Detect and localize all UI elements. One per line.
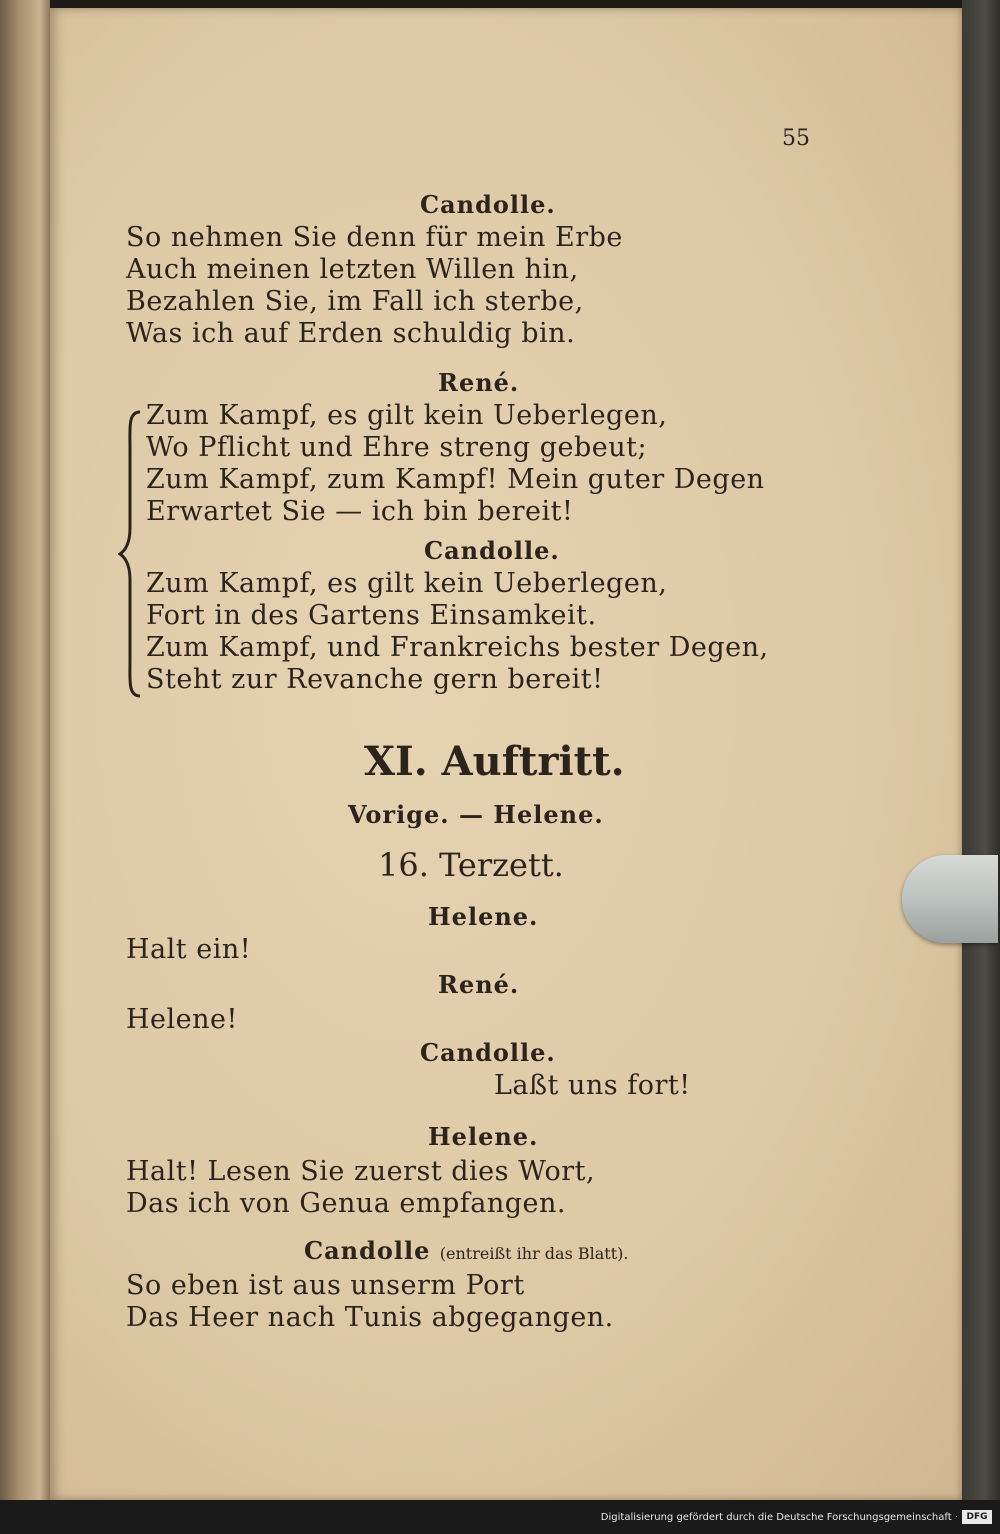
verse-line: Laßt uns fort! (494, 1070, 691, 1101)
speaker-candolle: Candolle. (420, 190, 556, 219)
verse-line: Zum Kampf, es gilt kein Ueberlegen, (146, 568, 668, 599)
verse-line: Das ich von Genua empfangen. (126, 1188, 566, 1219)
verse-line: So nehmen Sie denn für mein Erbe (126, 222, 623, 253)
verse-line: Helene! (126, 1004, 238, 1035)
stage-direction: (entreißt ihr das Blatt). (439, 1244, 629, 1263)
verse-line: Zum Kampf, und Frankreichs bester Degen, (146, 632, 769, 663)
verse-line: Bezahlen Sie, im Fall ich sterbe, (126, 286, 584, 317)
scene-cast: Vorige. — Helene. (348, 800, 604, 829)
speaker-helene: Helene. (428, 902, 539, 931)
verse-line: Auch meinen letzten Willen hin, (126, 254, 579, 285)
verse-line: Das Heer nach Tunis abgegangen. (126, 1302, 614, 1333)
right-binding-edge (962, 0, 1000, 1500)
verse-line: Steht zur Revanche gern bereit! (146, 664, 604, 695)
speaker-candolle: Candolle. (420, 1038, 556, 1067)
speaker-candolle: Candolle. (424, 536, 560, 565)
footer-bar (0, 1500, 1000, 1534)
footer-credit: Digitalisierung gefördert durch die Deutsche Forschungsgemeinschaft · (600, 1512, 958, 1523)
verse-line: Wo Pflicht und Ehre streng gebeut; (146, 432, 648, 463)
verse-line: Erwartet Sie — ich bin bereit! (146, 496, 574, 527)
speaker-candolle-with-direction (304, 1236, 628, 1265)
page-clip (902, 855, 998, 943)
verse-line: Halt! Lesen Sie zuerst dies Wort, (126, 1156, 596, 1187)
verse-line: Fort in des Gartens Einsamkeit. (146, 600, 597, 631)
dfg-logo: DFG (962, 1510, 992, 1524)
duet-brace (118, 408, 144, 700)
number-title: 16. Terzett. (378, 846, 564, 884)
speaker-name: Candolle (304, 1236, 431, 1265)
scene-title: XI. Auftritt. (364, 738, 625, 785)
left-page-edge (0, 0, 50, 1500)
verse-line: Zum Kampf, es gilt kein Ueberlegen, (146, 400, 668, 431)
verse-line: Halt ein! (126, 934, 252, 965)
verse-line: Zum Kampf, zum Kampf! Mein guter Degen (146, 464, 765, 495)
speaker-rene: René. (438, 368, 520, 397)
speaker-helene: Helene. (428, 1122, 539, 1151)
verse-line: So eben ist aus unserm Port (126, 1270, 525, 1301)
verse-line: Was ich auf Erden schuldig bin. (126, 318, 576, 349)
page-number: 55 (782, 126, 810, 151)
speaker-rene: René. (438, 970, 520, 999)
